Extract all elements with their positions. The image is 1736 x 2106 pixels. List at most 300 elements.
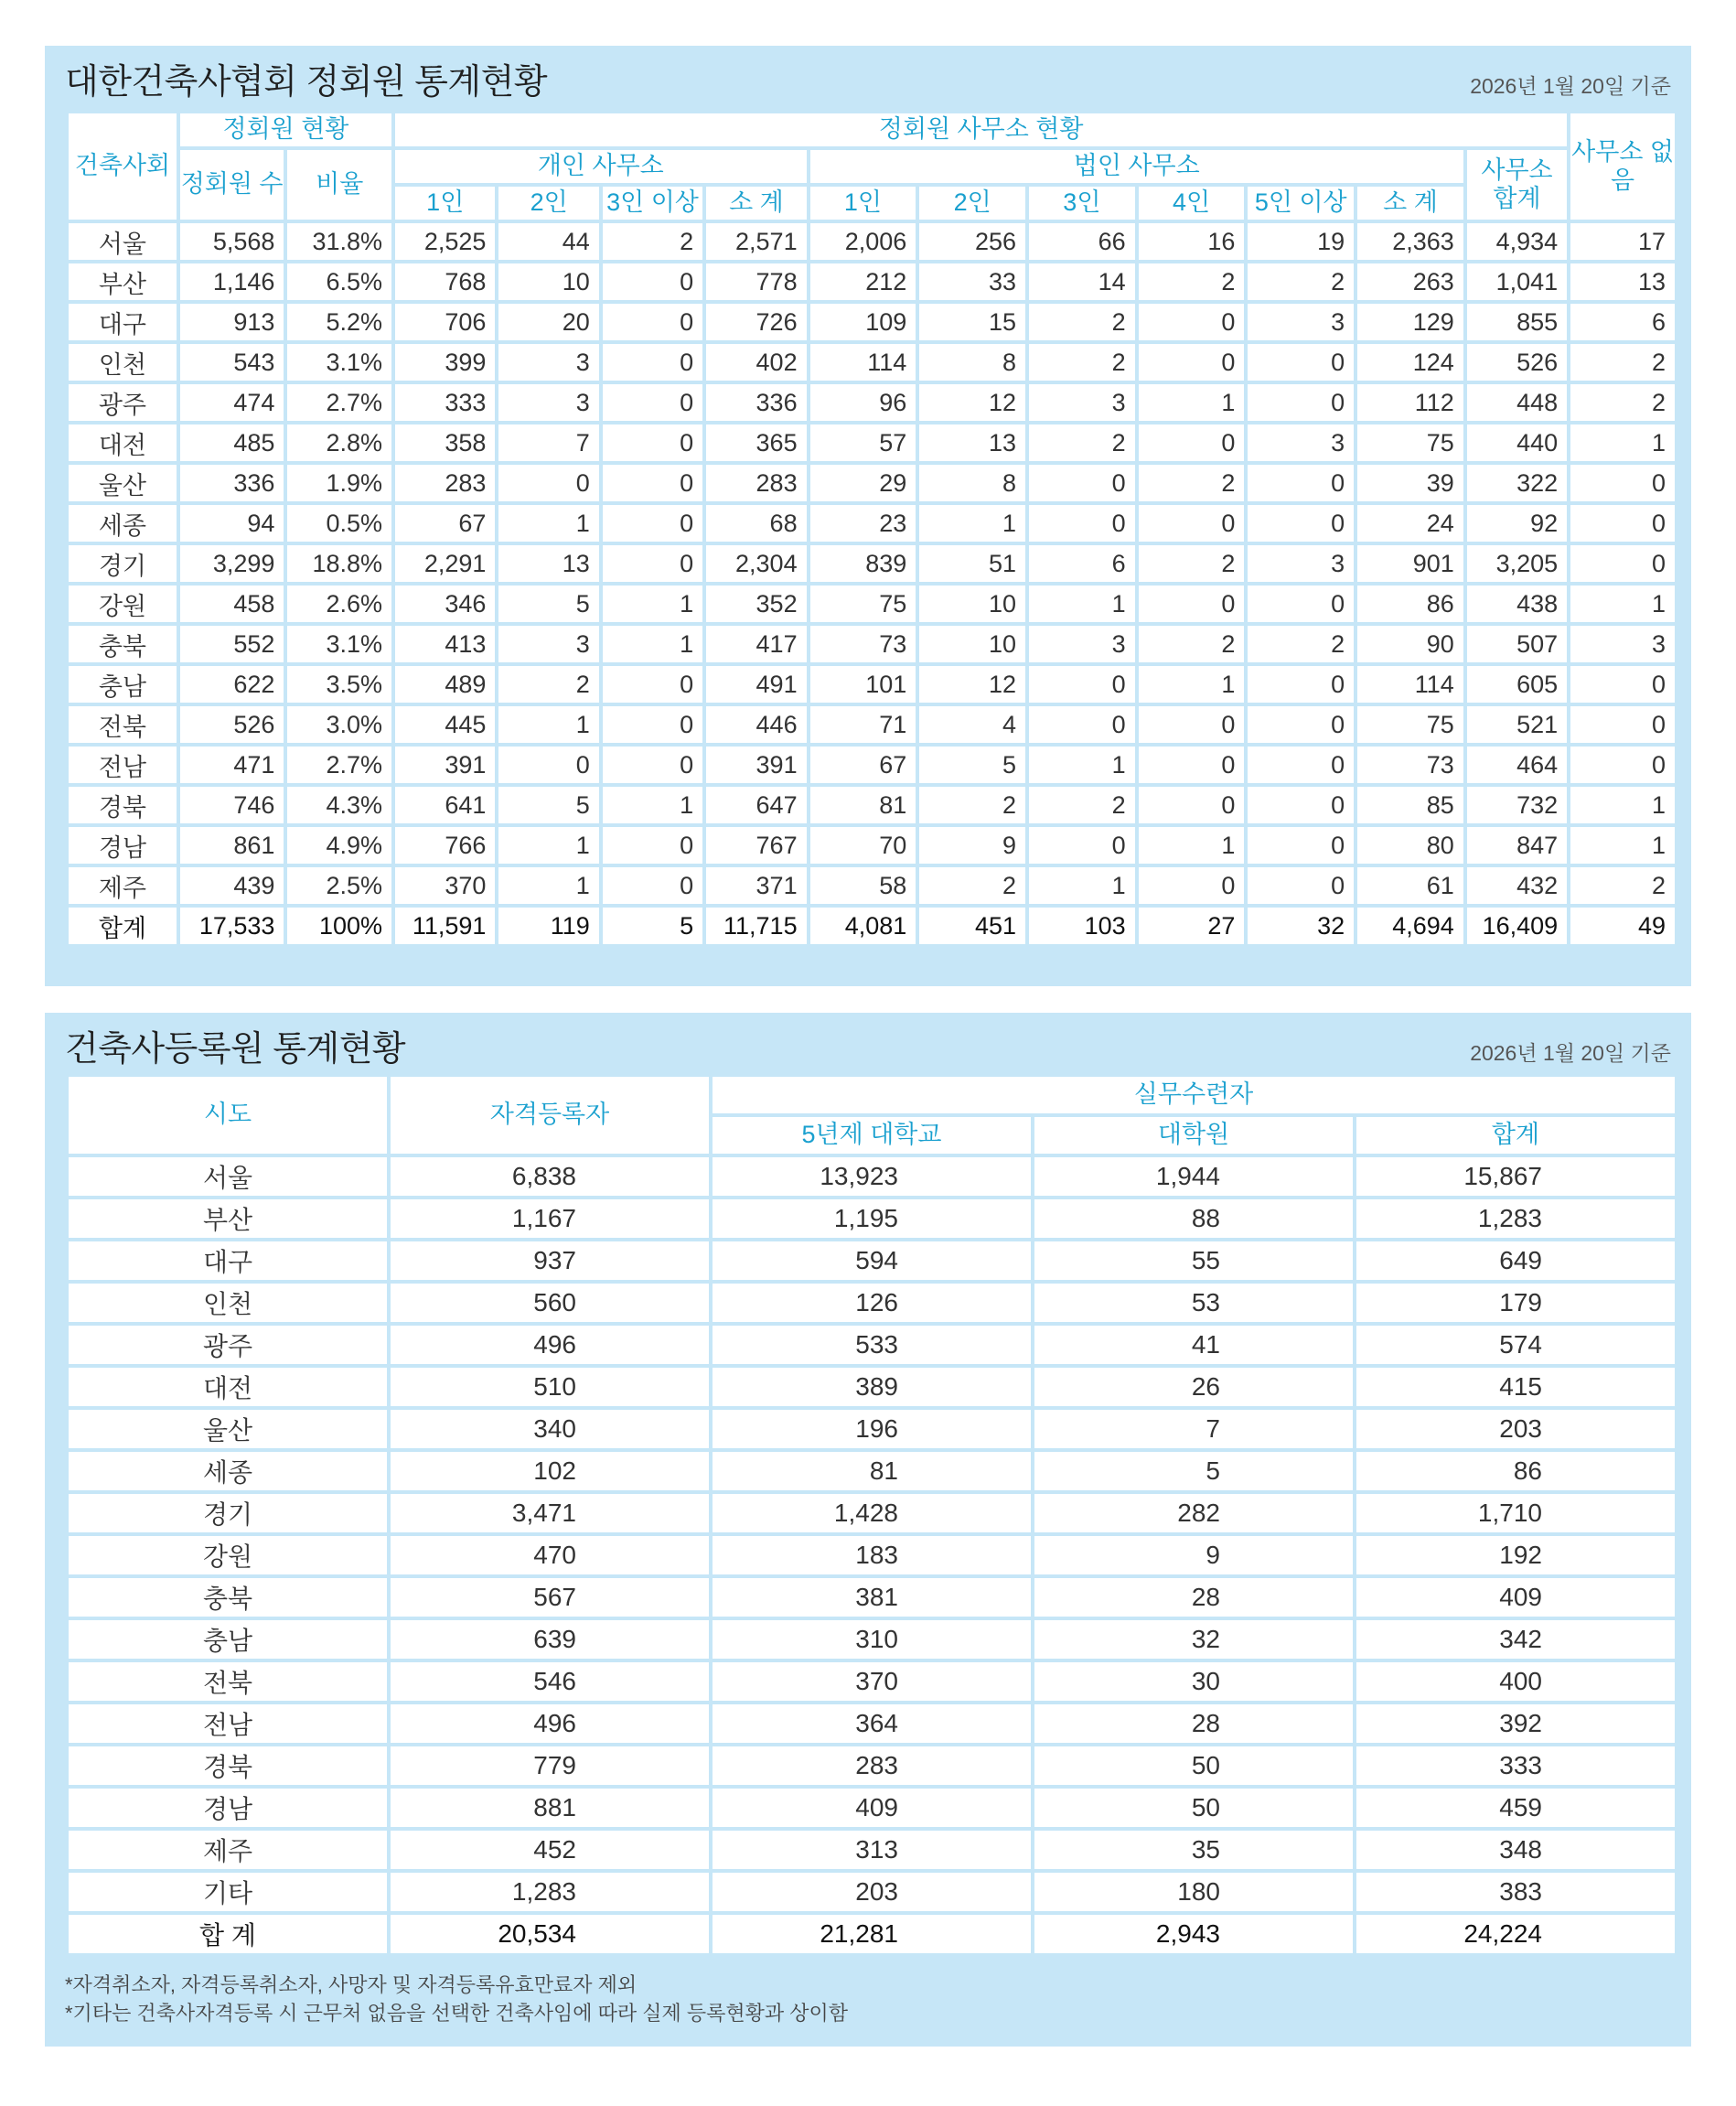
table-cell: 19	[1248, 223, 1354, 260]
table-cell: 352	[706, 586, 806, 622]
table-cell: 86	[1357, 586, 1463, 622]
table-cell: 112	[1357, 384, 1463, 421]
header-member-count: 정회원 수	[180, 150, 284, 220]
table-cell: 1,041	[1467, 263, 1567, 300]
table-cell: 767	[706, 827, 806, 864]
table-cell: 622	[180, 666, 284, 703]
table-cell: 0	[1139, 344, 1245, 381]
member-statistics-title: 대한건축사협회 정회원 통계현황	[65, 63, 548, 102]
table-cell: 5	[498, 787, 598, 823]
header-univ5: 5년제 대학교	[713, 1117, 1031, 1154]
header-member-status: 정회원 현황	[180, 113, 391, 146]
table-cell: 552	[180, 626, 284, 662]
table-cell: 3.0%	[287, 706, 391, 743]
table-cell: 32	[1034, 1620, 1353, 1659]
table-cell: 102	[391, 1452, 709, 1490]
table-cell: 533	[713, 1326, 1031, 1364]
table-cell: 3,205	[1467, 545, 1567, 582]
table-cell: 0	[603, 867, 702, 904]
header-ind-col: 소 계	[706, 187, 806, 220]
table-cell: 639	[391, 1620, 709, 1659]
table-row	[69, 1284, 1675, 1322]
table-cell: 14	[1029, 263, 1135, 300]
table-cell: 913	[180, 304, 284, 340]
table-cell: 2	[1029, 787, 1135, 823]
region-name: 대구	[69, 1241, 387, 1280]
table-cell: 389	[713, 1368, 1031, 1406]
header-ratio: 비율	[287, 150, 391, 220]
table-cell: 0	[603, 666, 702, 703]
table-cell: 73	[810, 626, 916, 662]
table-cell: 2	[1029, 344, 1135, 381]
table-cell: 0	[1570, 666, 1675, 703]
table-cell: 439	[180, 867, 284, 904]
region-name: 서울	[69, 223, 177, 260]
header-corp-col: 소 계	[1357, 187, 1463, 220]
table-cell: 0	[603, 344, 702, 381]
table-row	[69, 1873, 1675, 1911]
header-ind-col: 1인	[395, 187, 495, 220]
table-cell: 283	[706, 465, 806, 501]
table-cell: 16	[1139, 223, 1245, 260]
header-office-status: 정회원 사무소 현황	[395, 113, 1567, 146]
table-cell: 2	[1570, 867, 1675, 904]
table-cell: 6	[1029, 545, 1135, 582]
table-cell: 10	[919, 586, 1025, 622]
table-cell: 0	[1139, 747, 1245, 783]
table-cell: 399	[395, 344, 495, 381]
registration-statistics-table	[65, 1073, 1678, 1957]
table-cell: 18.8%	[287, 545, 391, 582]
table-cell: 27	[1139, 908, 1245, 944]
table-cell: 370	[395, 867, 495, 904]
table-cell: 778	[706, 263, 806, 300]
table-cell: 26	[1034, 1368, 1353, 1406]
table-cell: 766	[395, 827, 495, 864]
table-cell: 402	[706, 344, 806, 381]
table-cell: 521	[1467, 706, 1567, 743]
table-cell: 86	[1356, 1452, 1675, 1490]
table-cell: 2,291	[395, 545, 495, 582]
table-row	[69, 424, 1675, 461]
table-cell: 649	[1356, 1241, 1675, 1280]
table-cell: 20	[498, 304, 598, 340]
table-cell: 9	[919, 827, 1025, 864]
table-cell: 0	[1570, 505, 1675, 542]
table-cell: 310	[713, 1620, 1031, 1659]
table-cell: 2	[603, 223, 702, 260]
table-cell: 13	[1570, 263, 1675, 300]
table-cell: 2	[1248, 626, 1354, 662]
table-cell: 68	[706, 505, 806, 542]
table-cell: 2	[1139, 263, 1245, 300]
table-cell: 0	[498, 465, 598, 501]
table-row	[69, 1326, 1675, 1364]
table-cell: 445	[395, 706, 495, 743]
table-cell: 8	[919, 465, 1025, 501]
table-cell: 5	[603, 908, 702, 944]
table-cell: 1	[603, 787, 702, 823]
table-cell: 340	[391, 1410, 709, 1448]
table-cell: 203	[713, 1873, 1031, 1911]
table-cell: 0	[1139, 867, 1245, 904]
table-cell: 5	[919, 747, 1025, 783]
table-cell: 346	[395, 586, 495, 622]
table-cell: 417	[706, 626, 806, 662]
table-cell: 1,944	[1034, 1157, 1353, 1196]
table-cell: 2	[919, 867, 1025, 904]
member-statistics-table	[65, 110, 1678, 948]
table-cell: 0	[603, 827, 702, 864]
registration-statistics-panel	[45, 1013, 1691, 2047]
table-cell: 2,006	[810, 223, 916, 260]
table-cell: 438	[1467, 586, 1567, 622]
table-row	[69, 1536, 1675, 1574]
table-cell: 1	[1139, 666, 1245, 703]
table-cell: 101	[810, 666, 916, 703]
table-row	[69, 1410, 1675, 1448]
table-cell: 100%	[287, 908, 391, 944]
table-cell: 3.5%	[287, 666, 391, 703]
region-name: 전북	[69, 706, 177, 743]
table-cell: 80	[1357, 827, 1463, 864]
table-cell: 4.3%	[287, 787, 391, 823]
table-cell: 0	[1139, 787, 1245, 823]
table-cell: 41	[1034, 1326, 1353, 1364]
table-cell: 66	[1029, 223, 1135, 260]
table-cell: 51	[919, 545, 1025, 582]
table-cell: 1	[1029, 747, 1135, 783]
footnotes	[65, 1971, 848, 2027]
table-cell: 50	[1034, 1746, 1353, 1785]
table-cell: 0	[603, 465, 702, 501]
table-cell: 6,838	[391, 1157, 709, 1196]
region-name: 인천	[69, 1284, 387, 1322]
table-cell: 464	[1467, 747, 1567, 783]
table-row	[69, 344, 1675, 381]
table-cell: 392	[1356, 1704, 1675, 1743]
table-cell: 39	[1357, 465, 1463, 501]
table-row	[69, 1704, 1675, 1743]
table-cell: 15,867	[1356, 1157, 1675, 1196]
table-cell: 13	[919, 424, 1025, 461]
table-cell: 364	[713, 1704, 1031, 1743]
table-cell: 124	[1357, 344, 1463, 381]
table-cell: 1	[1139, 384, 1245, 421]
table-cell: 0	[1570, 465, 1675, 501]
table-cell: 4,694	[1357, 908, 1463, 944]
table-cell: 32	[1248, 908, 1354, 944]
table-cell: 183	[713, 1536, 1031, 1574]
table-cell: 391	[395, 747, 495, 783]
table-cell: 2.6%	[287, 586, 391, 622]
table-cell: 1	[1570, 424, 1675, 461]
table-row	[69, 304, 1675, 340]
table-cell: 383	[1356, 1873, 1675, 1911]
table-cell: 0	[603, 384, 702, 421]
table-cell: 0	[1570, 747, 1675, 783]
header-society: 건축사회	[69, 113, 177, 220]
region-name: 경북	[69, 1746, 387, 1785]
member-statistics-panel	[45, 46, 1691, 986]
table-cell: 5	[1034, 1452, 1353, 1490]
table-cell: 1,283	[1356, 1199, 1675, 1238]
table-row	[69, 545, 1675, 582]
region-name: 전남	[69, 1704, 387, 1743]
table-cell: 5,568	[180, 223, 284, 260]
table-cell: 282	[1034, 1494, 1353, 1532]
table-cell: 2	[1029, 304, 1135, 340]
table-cell: 881	[391, 1789, 709, 1827]
table-cell: 71	[810, 706, 916, 743]
table-cell: 0	[1248, 384, 1354, 421]
region-name: 인천	[69, 344, 177, 381]
table-cell: 496	[391, 1704, 709, 1743]
table-cell: 3	[1248, 424, 1354, 461]
table-row	[69, 263, 1675, 300]
table-cell: 391	[706, 747, 806, 783]
table-cell: 1,710	[1356, 1494, 1675, 1532]
table-cell: 3	[1029, 626, 1135, 662]
table-cell: 446	[706, 706, 806, 743]
table-cell: 11,715	[706, 908, 806, 944]
region-name: 대전	[69, 424, 177, 461]
table-row	[69, 1199, 1675, 1238]
table-cell: 839	[810, 545, 916, 582]
table-cell: 263	[1357, 263, 1463, 300]
table-cell: 30	[1034, 1662, 1353, 1701]
table-cell: 409	[713, 1789, 1031, 1827]
table-cell: 3	[1248, 304, 1354, 340]
table-cell: 2	[498, 666, 598, 703]
table-cell: 283	[395, 465, 495, 501]
header-ind-col: 2인	[498, 187, 598, 220]
table-cell: 0	[1248, 747, 1354, 783]
region-name: 합계	[69, 908, 177, 944]
table-cell: 3.1%	[287, 344, 391, 381]
table-cell: 29	[810, 465, 916, 501]
table-cell: 348	[1356, 1831, 1675, 1869]
table-cell: 1,195	[713, 1199, 1031, 1238]
table-cell: 605	[1467, 666, 1567, 703]
table-cell: 17,533	[180, 908, 284, 944]
table-cell: 28	[1034, 1704, 1353, 1743]
table-cell: 16,409	[1467, 908, 1567, 944]
table-cell: 2	[1248, 263, 1354, 300]
table-cell: 0	[1248, 465, 1354, 501]
table-cell: 471	[180, 747, 284, 783]
table-row	[69, 586, 1675, 622]
table-cell: 526	[180, 706, 284, 743]
region-name: 충남	[69, 1620, 387, 1659]
table-cell: 333	[395, 384, 495, 421]
table-cell: 4,934	[1467, 223, 1567, 260]
table-cell: 0	[1248, 867, 1354, 904]
table-cell: 560	[391, 1284, 709, 1322]
table-cell: 5	[498, 586, 598, 622]
table-cell: 192	[1356, 1536, 1675, 1574]
table-row	[69, 505, 1675, 542]
table-cell: 10	[498, 263, 598, 300]
table-cell: 3	[498, 626, 598, 662]
table-cell: 440	[1467, 424, 1567, 461]
table-cell: 6	[1570, 304, 1675, 340]
table-cell: 126	[713, 1284, 1031, 1322]
table-cell: 2	[1139, 545, 1245, 582]
table-cell: 119	[498, 908, 598, 944]
table-cell: 96	[810, 384, 916, 421]
table-cell: 67	[810, 747, 916, 783]
table-cell: 432	[1467, 867, 1567, 904]
table-cell: 179	[1356, 1284, 1675, 1322]
table-cell: 7	[498, 424, 598, 461]
table-cell: 94	[180, 505, 284, 542]
table-cell: 768	[395, 263, 495, 300]
region-name: 부산	[69, 1199, 387, 1238]
table-cell: 21,281	[713, 1915, 1031, 1953]
table-row	[69, 666, 1675, 703]
table-cell: 574	[1356, 1326, 1675, 1364]
table-cell: 2	[1139, 465, 1245, 501]
table-cell: 496	[391, 1326, 709, 1364]
region-name: 기타	[69, 1873, 387, 1911]
table-cell: 400	[1356, 1662, 1675, 1701]
table-cell: 1	[498, 827, 598, 864]
table-cell: 3,299	[180, 545, 284, 582]
table-cell: 470	[391, 1536, 709, 1574]
region-name: 전남	[69, 747, 177, 783]
region-name: 경북	[69, 787, 177, 823]
table-cell: 1	[919, 505, 1025, 542]
table-cell: 3	[1029, 384, 1135, 421]
table-cell: 28	[1034, 1578, 1353, 1617]
table-cell: 2,304	[706, 545, 806, 582]
table-cell: 1,283	[391, 1873, 709, 1911]
table-cell: 67	[395, 505, 495, 542]
table-cell: 3.1%	[287, 626, 391, 662]
table-cell: 0	[498, 747, 598, 783]
table-row	[69, 1578, 1675, 1617]
table-row	[69, 1620, 1675, 1659]
table-cell: 4,081	[810, 908, 916, 944]
table-cell: 53	[1034, 1284, 1353, 1322]
table-cell: 88	[1034, 1199, 1353, 1238]
table-cell: 937	[391, 1241, 709, 1280]
table-cell: 746	[180, 787, 284, 823]
region-name: 합 계	[69, 1915, 387, 1953]
table-row	[69, 223, 1675, 260]
table-cell: 370	[713, 1662, 1031, 1701]
table-row	[69, 1494, 1675, 1532]
header-registered: 자격등록자	[391, 1077, 709, 1154]
table-cell: 203	[1356, 1410, 1675, 1448]
total-row	[69, 908, 1675, 944]
table-cell: 1,428	[713, 1494, 1031, 1532]
table-cell: 0	[1248, 827, 1354, 864]
table-cell: 49	[1570, 908, 1675, 944]
table-row	[69, 1241, 1675, 1280]
table-cell: 0	[1029, 706, 1135, 743]
table-cell: 855	[1467, 304, 1567, 340]
table-cell: 507	[1467, 626, 1567, 662]
table-cell: 55	[1034, 1241, 1353, 1280]
table-cell: 35	[1034, 1831, 1353, 1869]
table-cell: 103	[1029, 908, 1135, 944]
table-cell: 448	[1467, 384, 1567, 421]
header-no-office: 사무소 없음	[1570, 113, 1675, 220]
table-cell: 322	[1467, 465, 1567, 501]
region-name: 대전	[69, 1368, 387, 1406]
table-cell: 0	[603, 304, 702, 340]
table-cell: 726	[706, 304, 806, 340]
table-cell: 12	[919, 666, 1025, 703]
table-cell: 641	[395, 787, 495, 823]
header-grad: 대학원	[1034, 1117, 1353, 1154]
table-cell: 546	[391, 1662, 709, 1701]
header-corp-col: 5인 이상	[1248, 187, 1354, 220]
table-cell: 365	[706, 424, 806, 461]
table-row	[69, 1157, 1675, 1196]
table-cell: 567	[391, 1578, 709, 1617]
table-row	[69, 1831, 1675, 1869]
table-cell: 10	[919, 626, 1025, 662]
table-cell: 3,471	[391, 1494, 709, 1532]
table-cell: 485	[180, 424, 284, 461]
header-trainees: 실무수련자	[713, 1077, 1675, 1113]
table-cell: 0	[1029, 666, 1135, 703]
region-name: 대구	[69, 304, 177, 340]
table-cell: 73	[1357, 747, 1463, 783]
table-cell: 861	[180, 827, 284, 864]
table-cell: 85	[1357, 787, 1463, 823]
table-row	[69, 787, 1675, 823]
region-name: 광주	[69, 1326, 387, 1364]
table-cell: 452	[391, 1831, 709, 1869]
table-cell: 44	[498, 223, 598, 260]
region-name: 경기	[69, 545, 177, 582]
table-cell: 901	[1357, 545, 1463, 582]
table-cell: 489	[395, 666, 495, 703]
table-cell: 336	[706, 384, 806, 421]
table-cell: 1	[1570, 827, 1675, 864]
table-row	[69, 747, 1675, 783]
table-cell: 90	[1357, 626, 1463, 662]
footnote: *자격취소자, 자격등록취소자, 사망자 및 자격등록유효만료자 제외	[65, 1973, 638, 1996]
table-cell: 647	[706, 787, 806, 823]
table-row	[69, 626, 1675, 662]
table-cell: 24,224	[1356, 1915, 1675, 1953]
header-office-total: 사무소 합계	[1467, 150, 1567, 220]
header-ind-col: 3인 이상	[603, 187, 702, 220]
table-row	[69, 1746, 1675, 1785]
table-cell: 2.8%	[287, 424, 391, 461]
member-statistics-date: 2026년 1월 20일 기준	[1470, 74, 1671, 98]
table-cell: 0	[1139, 424, 1245, 461]
table-cell: 0	[1139, 304, 1245, 340]
table-row	[69, 867, 1675, 904]
registration-statistics-title: 건축사등록원 통계현황	[65, 1030, 406, 1069]
table-cell: 3	[498, 384, 598, 421]
table-cell: 415	[1356, 1368, 1675, 1406]
region-name: 경남	[69, 1789, 387, 1827]
table-cell: 2	[1139, 626, 1245, 662]
table-cell: 15	[919, 304, 1025, 340]
table-cell: 3	[498, 344, 598, 381]
table-cell: 1	[1139, 827, 1245, 864]
table-cell: 358	[395, 424, 495, 461]
table-cell: 1	[498, 505, 598, 542]
table-cell: 33	[919, 263, 1025, 300]
